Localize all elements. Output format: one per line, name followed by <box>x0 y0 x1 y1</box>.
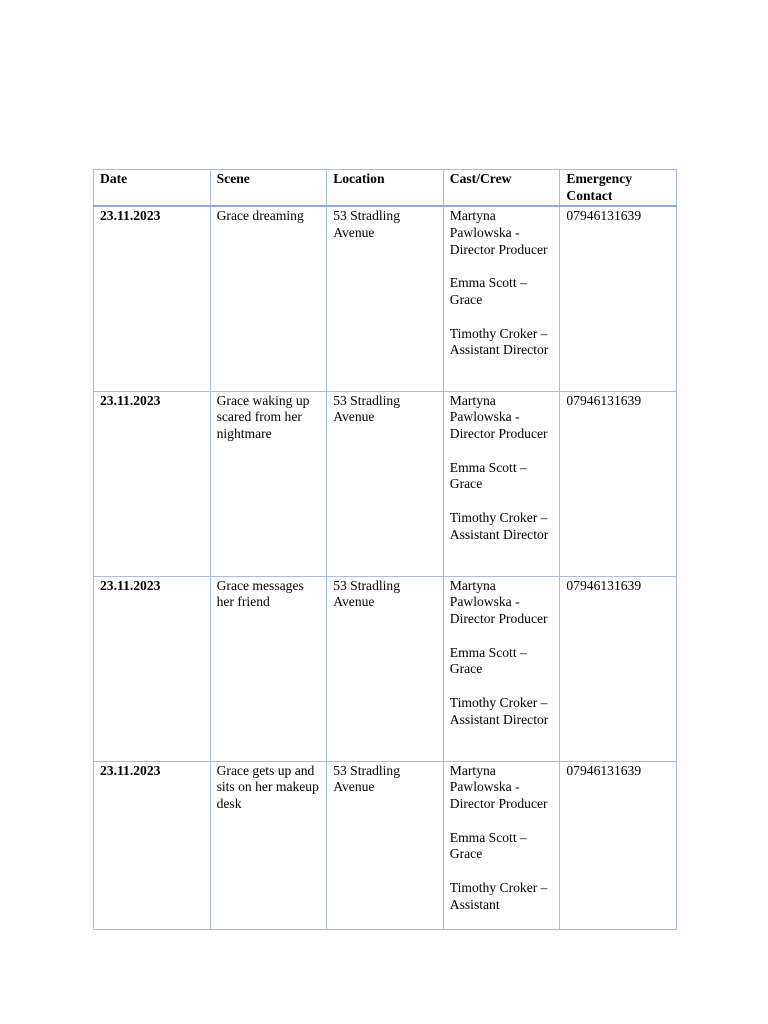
cast-entry: Emma Scott – Grace <box>449 829 527 862</box>
header-emergency-contact: Emergency Contact <box>560 170 677 207</box>
shooting-schedule-table <box>93 169 677 930</box>
cell-date: 23.11.2023 <box>94 761 211 929</box>
cell-location: 53 Stradling Avenue <box>327 391 444 576</box>
table-row <box>94 391 677 576</box>
cast-entry: Martyna Pawlowska - Director Producer <box>449 577 548 627</box>
header-date: Date <box>94 170 211 207</box>
cast-entry: Timothy Croker – Assistant Director <box>449 325 549 358</box>
table-row <box>94 206 677 391</box>
cell-date: 23.11.2023 <box>94 206 211 391</box>
cast-entry: Emma Scott – Grace <box>449 275 527 307</box>
table-row <box>94 761 677 929</box>
cell-date: 23.11.2023 <box>94 391 211 576</box>
cell-location: 53 Stradling Avenue <box>327 576 444 761</box>
cell-location: 53 Stradling Avenue <box>327 761 444 929</box>
table-header-row <box>94 170 677 207</box>
cast-entry: Timothy Croker – Assistant Director <box>449 510 549 542</box>
cell-scene: Grace messages her friend <box>210 576 327 761</box>
cell-location: 53 Stradling Avenue <box>327 206 444 391</box>
cast-entry: Martyna Pawlowska - Director Producer <box>449 392 548 442</box>
header-cast-crew: Cast/Crew <box>443 170 560 207</box>
cast-entry: Timothy Croker – Assistant <box>449 880 548 912</box>
cell-date: 23.11.2023 <box>94 576 211 761</box>
cell-emergency-contact: 07946131639 <box>560 391 677 576</box>
cast-entry: Emma Scott – Grace <box>449 459 527 492</box>
cell-cast-crew <box>443 761 560 929</box>
cell-cast-crew <box>443 206 560 391</box>
header-scene: Scene <box>210 170 327 207</box>
cast-entry: Timothy Croker – Assistant Director <box>449 695 549 727</box>
cell-cast-crew <box>443 391 560 576</box>
table-row <box>94 576 677 761</box>
cell-emergency-contact: 07946131639 <box>560 206 677 391</box>
cell-cast-crew <box>443 576 560 761</box>
cell-scene: Grace gets up and sits on her makeup desk <box>210 761 327 929</box>
cast-entry: Martyna Pawlowska - Director Producer <box>449 762 548 812</box>
header-location: Location <box>327 170 444 207</box>
cast-entry: Emma Scott – Grace <box>449 644 527 677</box>
cell-scene: Grace waking up scared from her nightmare <box>210 391 327 576</box>
cell-emergency-contact: 07946131639 <box>560 761 677 929</box>
cell-scene: Grace dreaming <box>210 206 327 391</box>
cell-emergency-contact: 07946131639 <box>560 576 677 761</box>
cast-entry: Martyna Pawlowska - Director Producer <box>449 208 548 257</box>
